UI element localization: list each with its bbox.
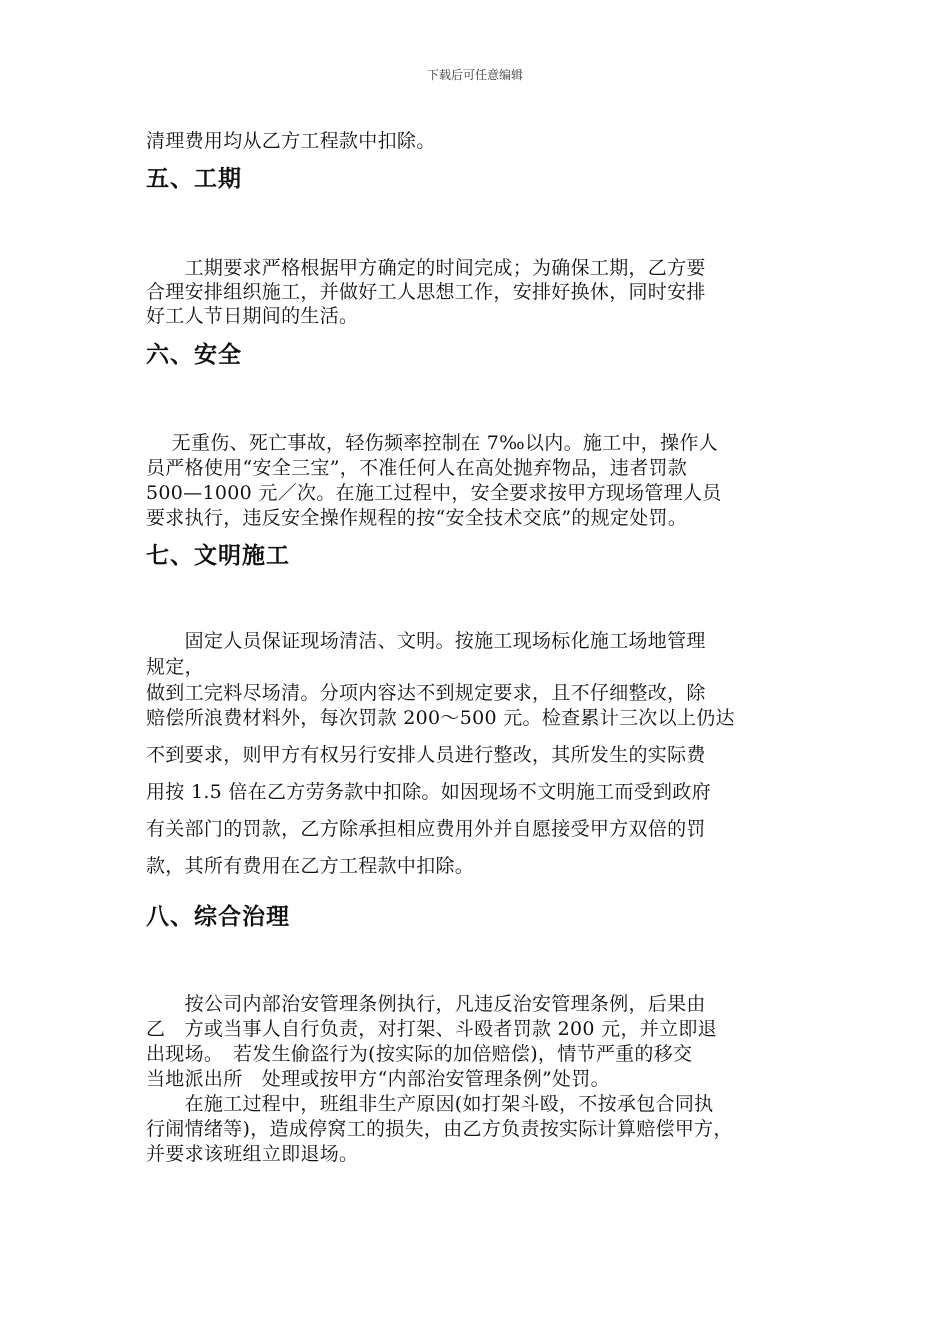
section-5-line: 好工人节日期间的生活。 [146, 305, 359, 327]
section-5-line: 合理安排组织施工，并做好工人思想工作，安排好换休，同时安排 [146, 281, 706, 303]
section-8-line: 乙 方或当事人自行负责，对打架、斗殴者罚款 200 元，并立即退 [146, 1018, 717, 1040]
section-7-line: 固定人员保证现场清洁、文明。按施工现场标化施工场地管理 [146, 630, 706, 652]
section-7-line: 规定， [146, 656, 204, 678]
section-7-line: 款，其所有费用在乙方工程款中扣除。 [146, 855, 475, 877]
section-5-heading: 五、工期 [146, 166, 242, 192]
section-5-line: 工期要求严格根据甲方确定的时间完成；为确保工期，乙方要 [146, 257, 706, 279]
section-7-line: 用按 1.5 倍在乙方劳务款中扣除。如因现场不文明施工而受到政府 [146, 781, 711, 803]
page-header-note: 下载后可任意编辑 [426, 68, 523, 82]
section-6-line: 无重伤、死亡事故，轻伤频率控制在 7‰以内。施工中，操作人 [146, 432, 718, 454]
intro-line: 清理费用均从乙方工程款中扣除。 [146, 130, 436, 152]
section-7-line: 赔偿所浪费材料外，每次罚款 200～500 元。检查累计三次以上仍达 [146, 707, 735, 729]
section-8-line: 并要求该班组立即退场。 [146, 1143, 359, 1165]
section-6-line: 员严格使用“安全三宝”，不准任何人在高处抛弃物品，违者罚款 [146, 457, 688, 479]
section-6-heading: 六、安全 [146, 342, 242, 368]
section-8-line: 在施工过程中，班组非生产原因(如打架斗殴，不按承包合同执 [146, 1093, 714, 1115]
section-7-heading: 七、文明施工 [146, 543, 290, 569]
section-6-line: 要求执行，违反安全操作规程的按“安全技术交底”的规定处罚。 [146, 507, 688, 529]
section-7-line: 不到要求，则甲方有权另行安排人员进行整改，其所发生的实际费 [146, 744, 706, 766]
section-8-line: 按公司内部治安管理条例执行，凡违反治安管理条例，后果由 [146, 993, 706, 1015]
section-8-line: 当地派出所 处理或按甲方“内部治安管理条例”处罚。 [146, 1068, 610, 1090]
section-8-line: 行闹情绪等)，造成停窝工的损失，由乙方负责按实际计算赔偿甲方， [146, 1118, 733, 1140]
section-7-line: 有关部门的罚款，乙方除承担相应费用外并自愿接受甲方双倍的罚 [146, 818, 706, 840]
section-8-line: 出现场。 若发生偷盗行为(按实际的加倍赔偿)，情节严重的移交 [146, 1043, 693, 1065]
section-6-line: 500—1000 元／次。在施工过程中，安全要求按甲方现场管理人员 [146, 482, 722, 504]
section-8-heading: 八、综合治理 [146, 904, 290, 930]
section-7-line: 做到工完料尽场清。分项内容达不到规定要求，且不仔细整改，除 [146, 682, 706, 704]
